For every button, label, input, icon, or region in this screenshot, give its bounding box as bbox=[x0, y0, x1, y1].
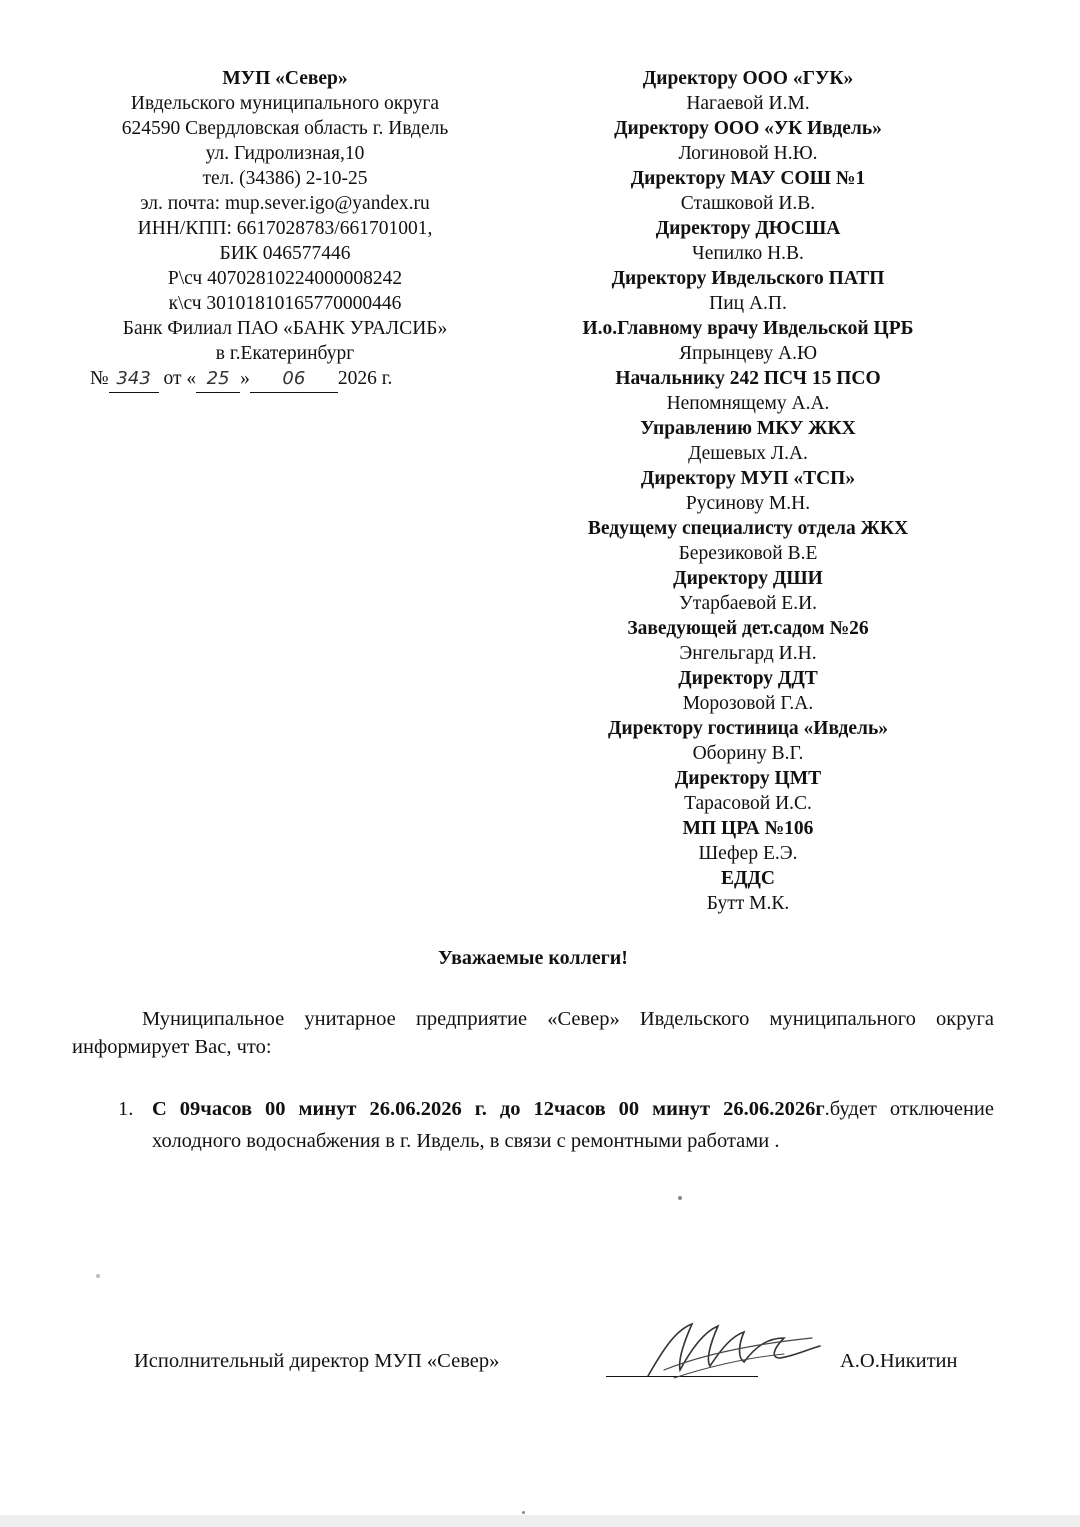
scan-speck bbox=[522, 1511, 525, 1514]
recipient-position: Управлению МКУ ЖКХ bbox=[640, 418, 856, 439]
recipient-name: Чепилко Н.В. bbox=[692, 243, 804, 264]
recipient-position: Директору ООО «УК Ивдель» bbox=[614, 118, 882, 139]
recipient-name: Морозовой Г.А. bbox=[682, 693, 814, 714]
recipient-position: Директору ЦМТ bbox=[674, 768, 822, 789]
recipient-name: Шефер Е.Э. bbox=[698, 843, 798, 864]
scan-speck bbox=[678, 1196, 682, 1200]
signatory-title: Исполнительный директор МУП «Север» bbox=[134, 1350, 500, 1372]
recipients-block bbox=[548, 66, 948, 916]
scan-bottom-edge bbox=[0, 1515, 1080, 1527]
date-year: 2026 г. bbox=[337, 368, 393, 389]
sender-line: БИК 046577446 bbox=[219, 243, 351, 264]
recipient-position: Директору ООО «ГУК» bbox=[642, 68, 854, 89]
recipient-name: Энгельгард И.Н. bbox=[679, 643, 817, 664]
recipient-position: Директору ДДТ bbox=[678, 668, 818, 689]
recipient-name: Пиц А.П. bbox=[709, 293, 787, 314]
sender-line: ИНН/КПП: 6617028783/661701001, bbox=[137, 218, 433, 239]
recipient-position: Директору МУП «ТСП» bbox=[640, 468, 856, 489]
sender-line: ул. Гидролизная,10 bbox=[205, 143, 365, 164]
recipient-name: Бутт М.К. bbox=[706, 893, 790, 914]
sender-line: эл. почта: mup.sever.igo@yandex.ru bbox=[140, 193, 430, 214]
recipient-position: Директору ДЮСША bbox=[655, 218, 841, 239]
recipient-name: Утарбаевой Е.И. bbox=[678, 593, 818, 614]
recipient-position: Ведущему специалисту отдела ЖКХ bbox=[587, 518, 909, 539]
recipient-position: Заведующей дет.садом №26 bbox=[627, 618, 869, 639]
outgoing-number-date bbox=[90, 366, 392, 393]
recipient-position: ЕДДС bbox=[721, 868, 775, 889]
recipient-name: Логиновой Н.Ю. bbox=[678, 143, 818, 164]
date-from-label: от « bbox=[163, 368, 197, 389]
sender-line: Банк Филиал ПАО «БАНК УРАЛСИБ» bbox=[122, 318, 448, 339]
sender-line: тел. (34386) 2-10-25 bbox=[202, 168, 368, 189]
signature-row bbox=[134, 1348, 994, 1388]
recipient-name: Сташковой И.В. bbox=[680, 193, 816, 214]
recipient-position: Директору Ивдельского ПАТП bbox=[611, 268, 885, 289]
recipient-position: И.о.Главному врачу Ивдельской ЦРБ bbox=[582, 318, 914, 339]
recipient-name: Япрынцеву А.Ю bbox=[679, 343, 817, 364]
intro-paragraph: Муниципальное унитарное предприятие «Север» Ивдельского муниципального округа информирует Вас, что: bbox=[72, 1008, 994, 1058]
sender-line: в г.Екатеринбург bbox=[215, 343, 355, 364]
sender-line: к\сч 30101810165770000446 bbox=[168, 293, 402, 314]
recipient-name: Дешевых Л.А. bbox=[688, 443, 808, 464]
recipient-name: Березиковой В.Е bbox=[678, 543, 818, 564]
sender-block bbox=[100, 66, 470, 366]
signatory-name: А.О.Никитин bbox=[840, 1350, 958, 1372]
sender-line: Ивдельского муниципального округа bbox=[130, 93, 440, 114]
item-text bbox=[152, 1093, 994, 1157]
recipient-name: Тарасовой И.С. bbox=[684, 793, 812, 814]
recipient-position: Директору МАУ СОШ №1 bbox=[630, 168, 866, 189]
notice-item bbox=[118, 1093, 994, 1157]
recipient-position: Начальнику 242 ПСЧ 15 ПСО bbox=[615, 368, 881, 389]
sender-line: 624590 Свердловская область г. Ивдель bbox=[121, 118, 449, 139]
number-sign: № bbox=[90, 368, 109, 389]
greeting: Уважаемые коллеги! bbox=[438, 947, 628, 969]
outgoing-number: 343 bbox=[109, 366, 159, 393]
recipient-name: Оборину В.Г. bbox=[692, 743, 804, 764]
sender-org: МУП «Север» bbox=[222, 68, 348, 89]
recipient-position: Директору ДШИ bbox=[673, 568, 823, 589]
item-bold-text: С 09часов 00 минут 26.06.2026 г. до 12часов 00 минут 26.06.2026г bbox=[152, 1098, 825, 1120]
date-day: 25 bbox=[196, 366, 240, 393]
date-month: 06 bbox=[250, 366, 338, 393]
sender-line: Р\сч 40702810224000008242 bbox=[167, 268, 403, 289]
recipient-name: Русинову М.Н. bbox=[685, 493, 811, 514]
item-rest-text: .будет отключение холодного водоснабжения в г. Ивдель, в связи с ремонтными работами . bbox=[152, 1098, 994, 1152]
scan-speck bbox=[96, 1274, 100, 1278]
recipient-name: Непомнящему А.А. bbox=[666, 393, 830, 414]
recipient-position: МП ЦРА №106 bbox=[682, 818, 814, 839]
date-day-close: » bbox=[240, 368, 250, 389]
recipient-position: Директору гостиница «Ивдель» bbox=[607, 718, 889, 739]
recipient-name: Нагаевой И.М. bbox=[686, 93, 810, 114]
handwritten-signature bbox=[634, 1308, 834, 1388]
item-number: 1. bbox=[118, 1098, 134, 1120]
